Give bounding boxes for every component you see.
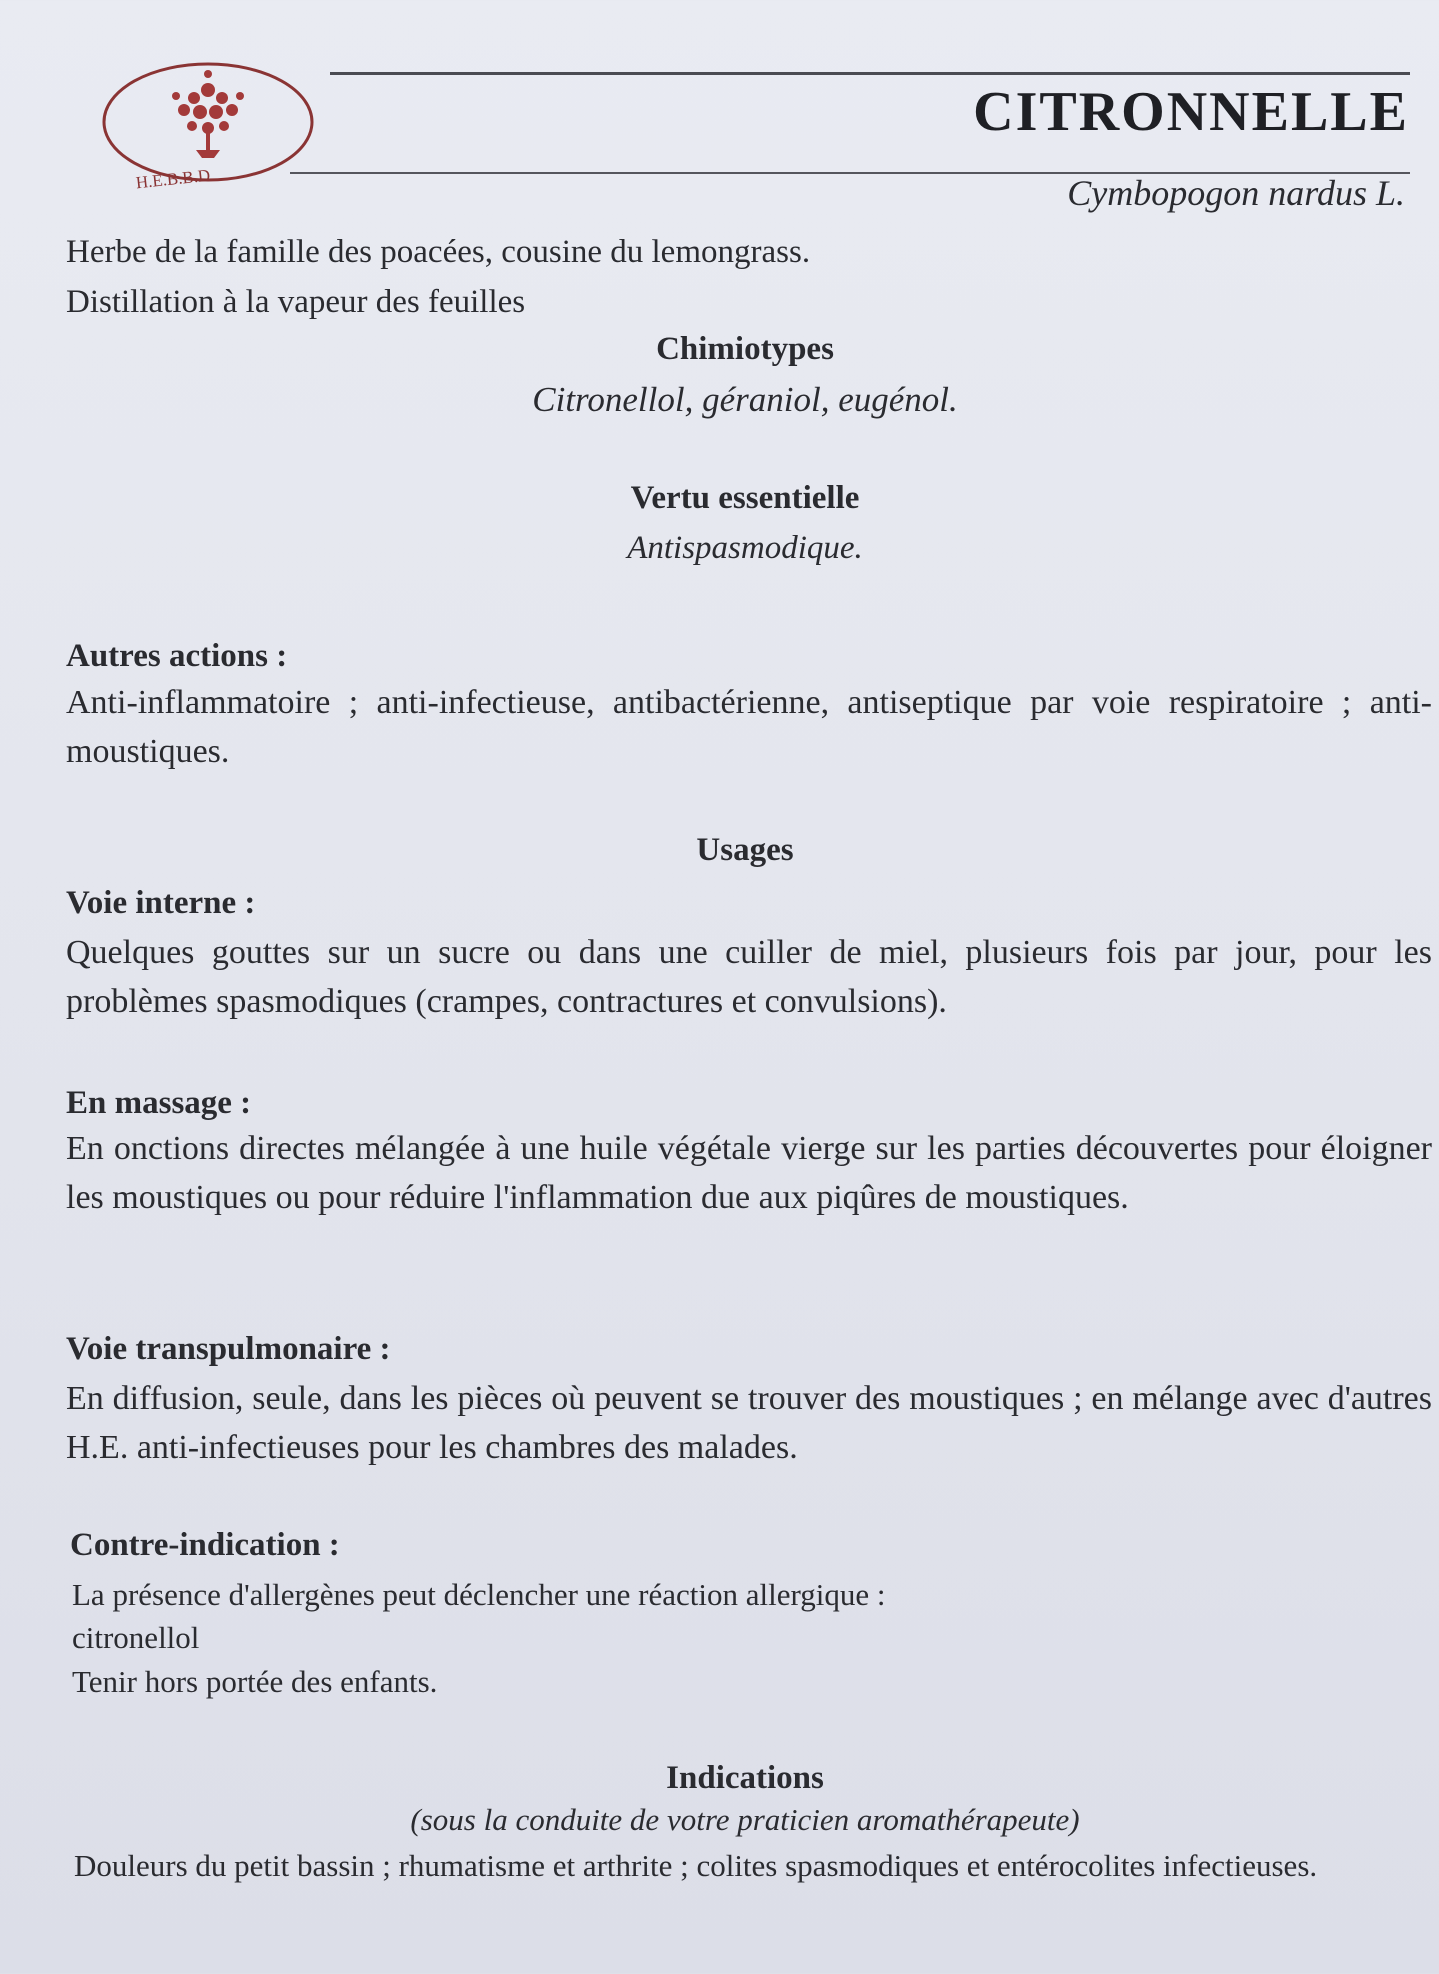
latin-name: Cymbopogon nardus L.	[1067, 173, 1405, 213]
other-actions-text: Anti-inflammatoire ; anti-infectieuse, antibactérienne, antiseptique par voie respiratoire ; anti-moustiques.	[66, 684, 1432, 770]
contraindication-line-3: Tenir hors portée des enfants.	[72, 1664, 438, 1699]
indications-heading: Indications	[666, 1760, 824, 1796]
other-actions-heading: Autres actions :	[66, 638, 288, 674]
virtue-heading: Vertu essentielle	[630, 480, 860, 516]
intro-line-2: Distillation à la vapeur des feuilles	[66, 284, 526, 320]
contraindication-line-2: citronellol	[72, 1620, 200, 1655]
page-title: CITRONNELLE	[973, 81, 1409, 143]
internal-text: Quelques gouttes sur un sucre ou dans une cuiller de miel, plusieurs fois par jour, pour les problèmes spasmodiques (crampes, contractures et convulsions).	[66, 934, 1432, 1020]
intro-line-1: Herbe de la famille des poacées, cousine du lemongrass.	[66, 234, 811, 270]
logo-text: H.E.B.B.D.	[134, 165, 216, 193]
hebbd-logo	[96, 52, 336, 202]
transpulmonary-text: En diffusion, seule, dans les pièces où peuvent se trouver des moustiques ; en mélange avec d'autres H.E. anti-infectieuses pour les chambres des malades.	[66, 1380, 1432, 1466]
transpulmonary-heading: Voie transpulmonaire :	[66, 1331, 391, 1367]
internal-heading: Voie interne :	[66, 885, 256, 921]
chemotypes-value: Citronellol, géraniol, eugénol.	[532, 380, 958, 419]
massage-heading: En massage :	[66, 1085, 252, 1121]
contraindication-line-1: La présence d'allergènes peut déclencher une réaction allergique :	[72, 1577, 886, 1612]
indications-subheading: (sous la conduite de votre praticien aromathérapeute)	[410, 1802, 1080, 1837]
header-rule-top	[330, 72, 1410, 75]
massage-text: En onctions directes mélangée à une huile végétale vierge sur les parties découvertes pour éloigner les moustiques ou pour réduire l'inflammation due aux piqûres de moustiques.	[66, 1130, 1432, 1216]
flower-bouquet-icon	[172, 70, 244, 158]
virtue-value: Antispasmodique.	[627, 530, 863, 566]
contraindication-heading: Contre-indication :	[70, 1527, 340, 1563]
chemotypes-heading: Chimiotypes	[656, 331, 834, 367]
indications-text: Douleurs du petit bassin ; rhumatisme et arthrite ; colites spasmodiques et entérocolites infectieuses.	[74, 1848, 1318, 1883]
usages-heading: Usages	[696, 832, 794, 868]
